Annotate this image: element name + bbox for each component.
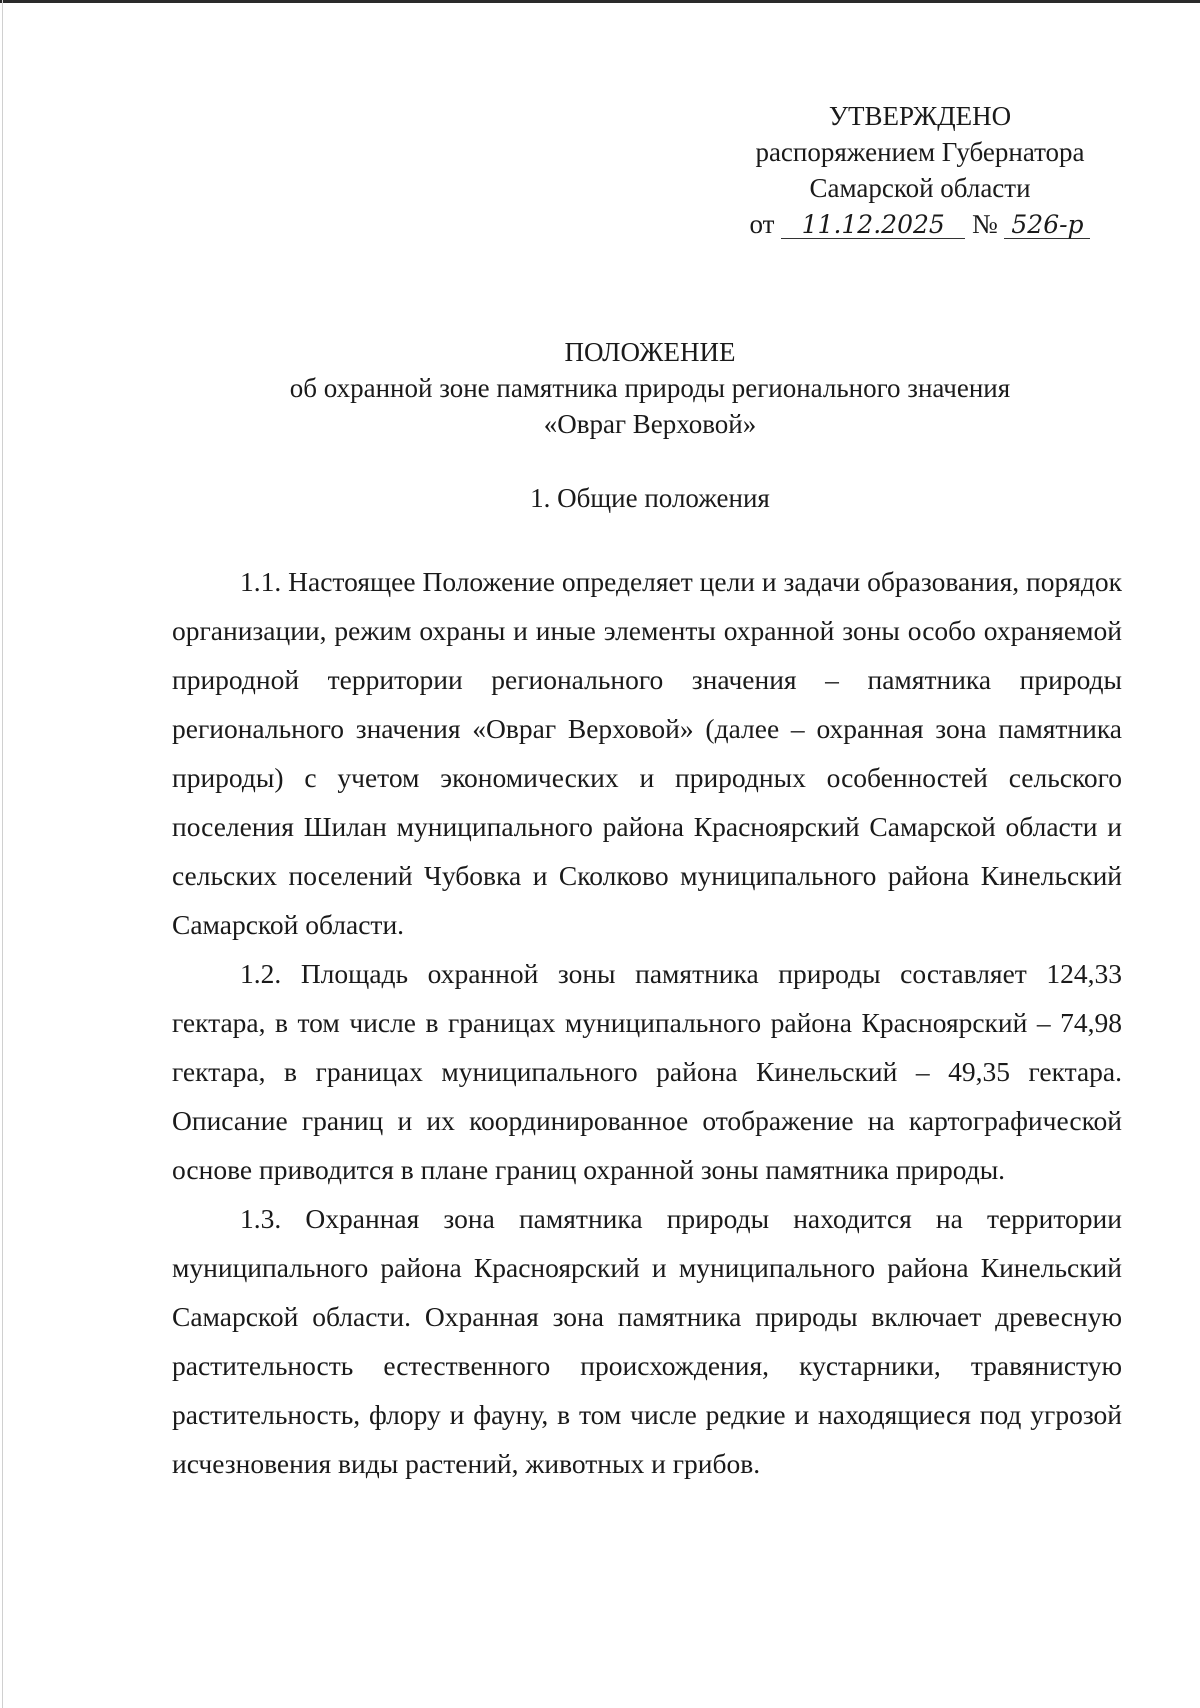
section-heading: 1. Общие положения: [530, 483, 770, 513]
from-label: от: [749, 209, 775, 239]
top-border-line: [0, 0, 1200, 3]
approval-authority: распоряжением Губернатора: [755, 137, 1085, 167]
document-subtitle-line-1: об охранной зоне памятника природы регионального значения: [289, 373, 1011, 403]
document-body: [172, 557, 1122, 1488]
paragraph-1-3: 1.3. Охранная зона памятника природы находится на территории муниципального района Красноярский и муниципального района Кинельский Самарской области. Охранная зона памятника природы включает древесную растительность естественного происхождения, кустарники, травянистую растительность, флору и фауну, в том числе редкие и находящиеся под угрозой исчезновения виды растений, животных и грибов.: [172, 1203, 1122, 1479]
approval-title: УТВЕРЖДЕНО: [828, 101, 1012, 131]
approval-region: Самарской области: [809, 173, 1031, 203]
paragraph-1-1: 1.1. Настоящее Положение определяет цели и задачи образования, порядок организации, режим охраны и иные элементы охранной зоны особо охраняемой природной территории регионального значения – памятника природы регионального значения «Овраг Верховой» (далее – охранная зона памятника природы) с учетом экономических и природных особенностей сельского поселения Шилан муниципального района Красноярский Самарской области и сельских поселений Чубовка и Сколково муниципального района Кинельский Самарской области.: [172, 566, 1122, 940]
left-scan-edge: [2, 0, 3, 1708]
number-label: №: [971, 209, 998, 239]
handwritten-number: 526-р: [1004, 212, 1090, 239]
approval-stamp: [720, 98, 1120, 242]
document-title-block: [200, 334, 1100, 442]
paragraph-1-2: 1.2. Площадь охранной зоны памятника природы составляет 124,33 гектара, в том числе в границах муниципального района Красноярский – 74,98 гектара, в границах муниципального района Кинельский – 49,35 гектара. Описание границ и их координированное отображение на картографической основе приводится в плане границ охранной зоны памятника природы.: [172, 958, 1122, 1185]
approval-date-line: [720, 206, 1120, 242]
document-title: ПОЛОЖЕНИЕ: [564, 337, 736, 367]
handwritten-date: 11.12.2025: [781, 212, 965, 239]
document-subtitle-line-2: «Овраг Верховой»: [543, 409, 757, 439]
